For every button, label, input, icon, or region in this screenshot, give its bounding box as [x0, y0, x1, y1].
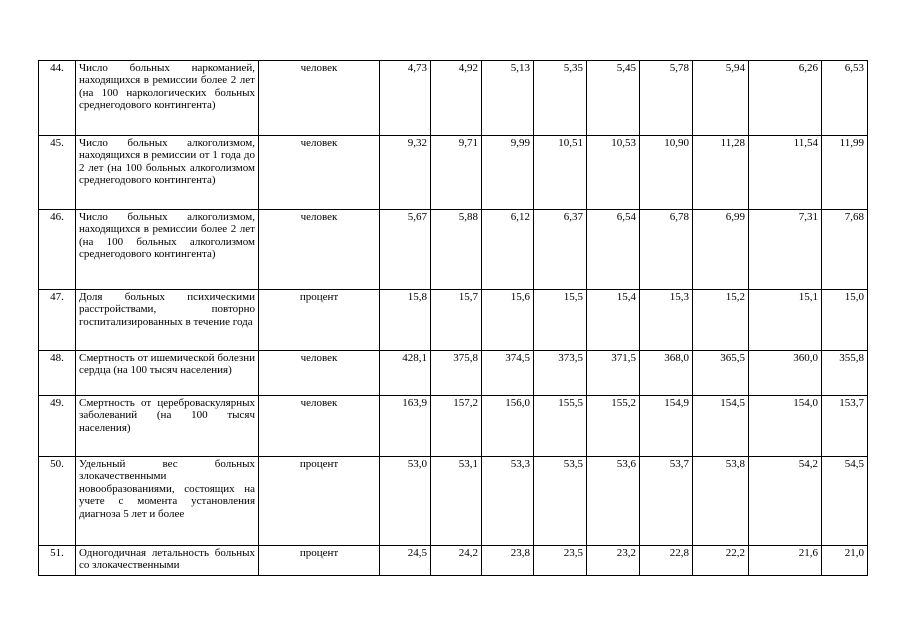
value-cell: 24,5: [380, 546, 431, 576]
value-cell: 154,5: [693, 396, 749, 457]
row-number-cell: 51.: [39, 546, 76, 576]
value-cell: 15,7: [431, 290, 482, 351]
indicator-name-cell: Одногодичная летальность больных со злокачественными: [76, 546, 259, 576]
value-cell: 15,1: [749, 290, 822, 351]
value-cell: 22,8: [640, 546, 693, 576]
value-cell: 15,6: [482, 290, 534, 351]
indicator-name-cell: Удельный вес больных злокачественными новообразованиями, состоящих на учете с момента установления диагноза 5 лет и более: [76, 457, 259, 546]
value-cell: 54,5: [822, 457, 868, 546]
unit-cell: процент: [259, 457, 380, 546]
table-row: [39, 396, 868, 457]
table-row: [39, 61, 868, 136]
unit-cell: процент: [259, 546, 380, 576]
value-cell: 6,53: [822, 61, 868, 136]
value-cell: 373,5: [534, 351, 587, 396]
value-cell: 53,1: [431, 457, 482, 546]
value-cell: 153,7: [822, 396, 868, 457]
value-cell: 5,35: [534, 61, 587, 136]
row-number-cell: 45.: [39, 136, 76, 210]
value-cell: 15,5: [534, 290, 587, 351]
value-cell: 5,45: [587, 61, 640, 136]
unit-cell: человек: [259, 396, 380, 457]
unit-cell: процент: [259, 290, 380, 351]
value-cell: 5,88: [431, 210, 482, 290]
value-cell: 368,0: [640, 351, 693, 396]
value-cell: 22,2: [693, 546, 749, 576]
value-cell: 21,0: [822, 546, 868, 576]
value-cell: 21,6: [749, 546, 822, 576]
value-cell: 7,68: [822, 210, 868, 290]
value-cell: 4,92: [431, 61, 482, 136]
value-cell: 6,99: [693, 210, 749, 290]
indicator-name-cell: Число больных алкоголизмом, находящихся в ремиссии более 2 лет (на 100 больных алкоголизмом среднегодового контингента): [76, 210, 259, 290]
table-body: [39, 61, 868, 576]
unit-cell: человек: [259, 210, 380, 290]
value-cell: 15,2: [693, 290, 749, 351]
value-cell: 365,5: [693, 351, 749, 396]
value-cell: 157,2: [431, 396, 482, 457]
value-cell: 10,51: [534, 136, 587, 210]
indicator-name-cell: Смертность от цереброваскулярных заболеваний (на 100 тысяч населения): [76, 396, 259, 457]
value-cell: 155,5: [534, 396, 587, 457]
indicator-name-cell: Доля больных психическими расстройствами, повторно госпитализированных в течение года: [76, 290, 259, 351]
table-row: [39, 210, 868, 290]
table-row: [39, 136, 868, 210]
value-cell: 53,0: [380, 457, 431, 546]
value-cell: 360,0: [749, 351, 822, 396]
value-cell: 24,2: [431, 546, 482, 576]
value-cell: 6,26: [749, 61, 822, 136]
value-cell: 6,78: [640, 210, 693, 290]
table-row: [39, 546, 868, 576]
value-cell: 6,37: [534, 210, 587, 290]
unit-cell: человек: [259, 351, 380, 396]
value-cell: 155,2: [587, 396, 640, 457]
row-number-cell: 44.: [39, 61, 76, 136]
value-cell: 375,8: [431, 351, 482, 396]
value-cell: 6,12: [482, 210, 534, 290]
value-cell: 154,9: [640, 396, 693, 457]
value-cell: 10,90: [640, 136, 693, 210]
value-cell: 156,0: [482, 396, 534, 457]
value-cell: 53,6: [587, 457, 640, 546]
value-cell: 53,5: [534, 457, 587, 546]
value-cell: 5,94: [693, 61, 749, 136]
value-cell: 371,5: [587, 351, 640, 396]
value-cell: 428,1: [380, 351, 431, 396]
table-row: [39, 351, 868, 396]
indicator-name-cell: Число больных наркоманией, находящихся в ремиссии более 2 лет (на 100 наркологических больных среднегодового контингента): [76, 61, 259, 136]
value-cell: 15,0: [822, 290, 868, 351]
value-cell: 53,3: [482, 457, 534, 546]
value-cell: 6,54: [587, 210, 640, 290]
value-cell: 23,2: [587, 546, 640, 576]
value-cell: 9,71: [431, 136, 482, 210]
value-cell: 355,8: [822, 351, 868, 396]
value-cell: 154,0: [749, 396, 822, 457]
value-cell: 53,7: [640, 457, 693, 546]
value-cell: 15,8: [380, 290, 431, 351]
row-number-cell: 46.: [39, 210, 76, 290]
value-cell: 11,99: [822, 136, 868, 210]
value-cell: 374,5: [482, 351, 534, 396]
value-cell: 5,13: [482, 61, 534, 136]
value-cell: 11,28: [693, 136, 749, 210]
value-cell: 5,67: [380, 210, 431, 290]
value-cell: 5,78: [640, 61, 693, 136]
value-cell: 54,2: [749, 457, 822, 546]
value-cell: 9,99: [482, 136, 534, 210]
table-row: [39, 457, 868, 546]
unit-cell: человек: [259, 136, 380, 210]
row-number-cell: 47.: [39, 290, 76, 351]
value-cell: 15,3: [640, 290, 693, 351]
row-number-cell: 49.: [39, 396, 76, 457]
value-cell: 11,54: [749, 136, 822, 210]
value-cell: 163,9: [380, 396, 431, 457]
value-cell: 15,4: [587, 290, 640, 351]
value-cell: 53,8: [693, 457, 749, 546]
table-row: [39, 290, 868, 351]
value-cell: 9,32: [380, 136, 431, 210]
row-number-cell: 50.: [39, 457, 76, 546]
indicators-table: [38, 60, 868, 576]
value-cell: 7,31: [749, 210, 822, 290]
value-cell: 10,53: [587, 136, 640, 210]
indicator-name-cell: Смертность от ишемической болезни сердца (на 100 тысяч населения): [76, 351, 259, 396]
value-cell: 23,8: [482, 546, 534, 576]
indicator-name-cell: Число больных алкоголизмом, находящихся в ремиссии от 1 года до 2 лет (на 100 больных алкоголизмом среднегодового контингента): [76, 136, 259, 210]
unit-cell: человек: [259, 61, 380, 136]
value-cell: 23,5: [534, 546, 587, 576]
row-number-cell: 48.: [39, 351, 76, 396]
value-cell: 4,73: [380, 61, 431, 136]
